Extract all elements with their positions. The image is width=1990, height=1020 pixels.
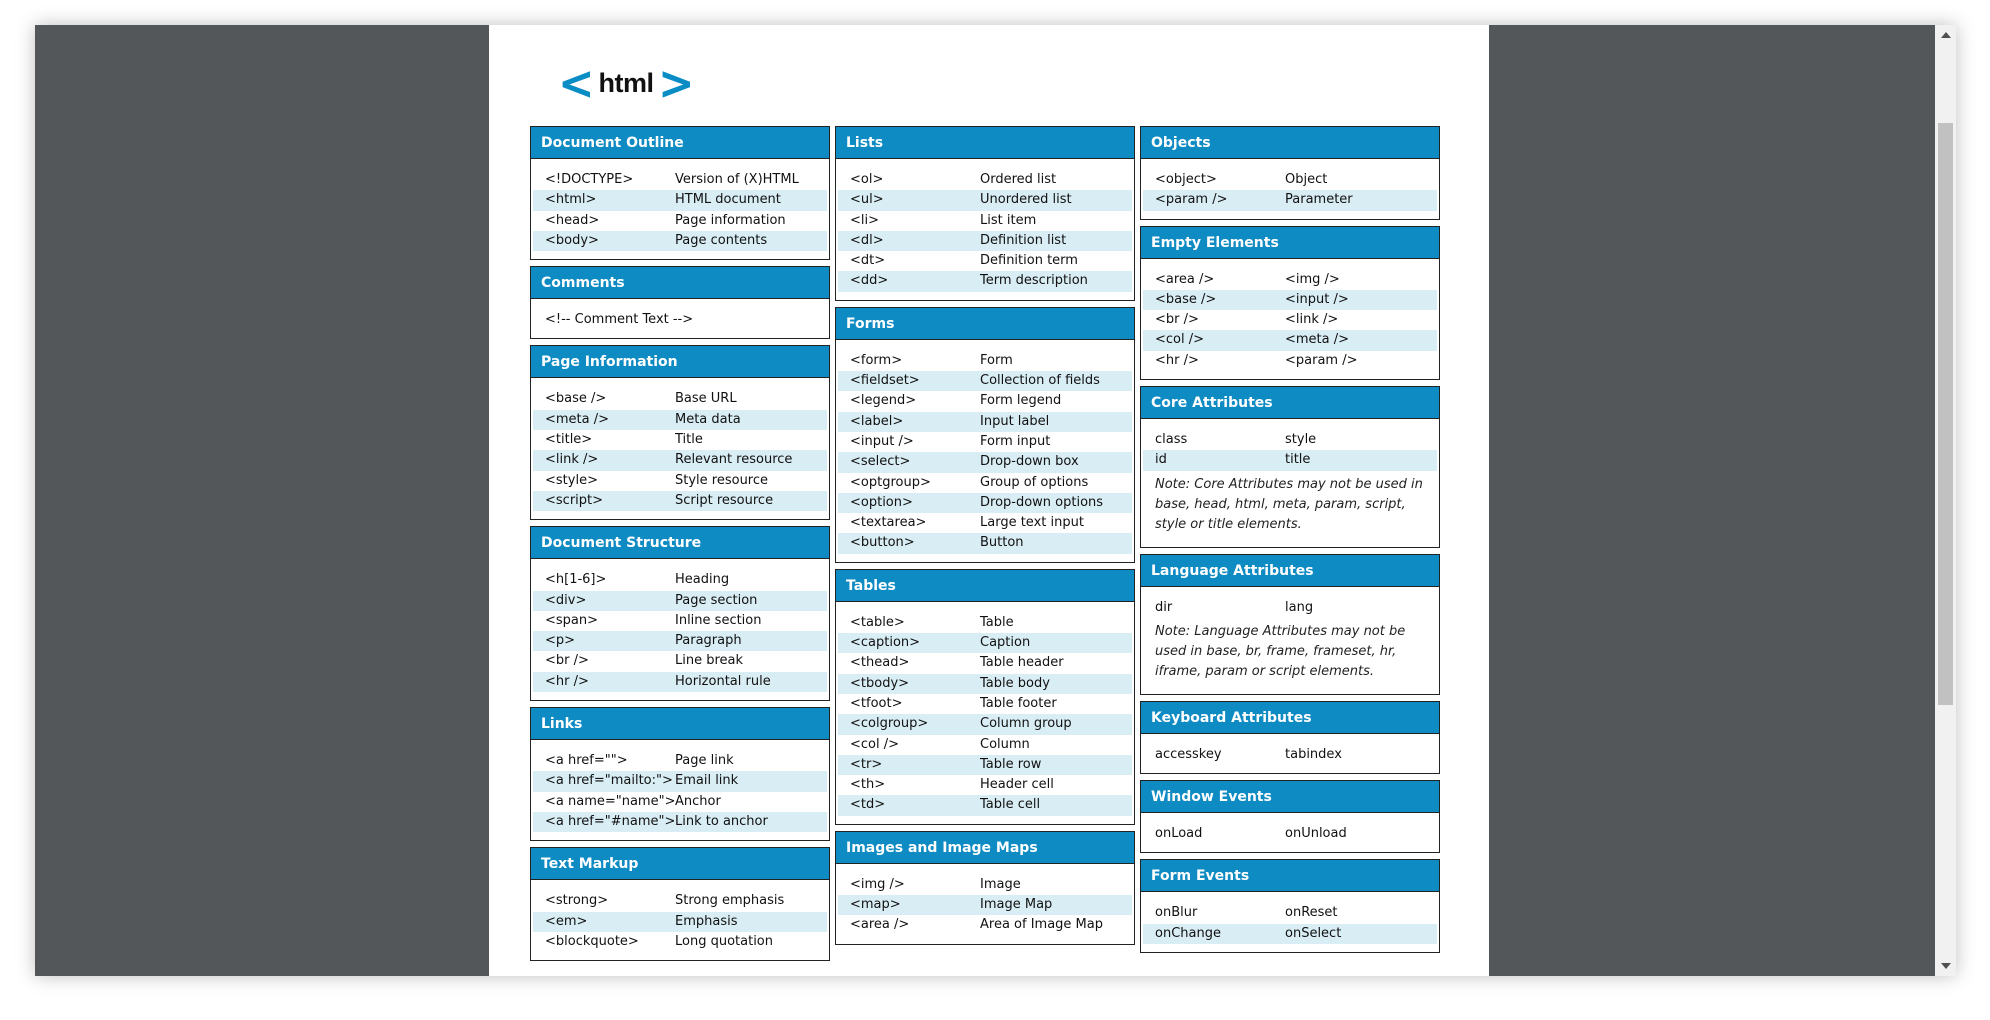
row-key: <select> <box>850 454 911 470</box>
section-title-links: Links <box>531 708 829 740</box>
row-key: <blockquote> <box>545 933 639 949</box>
table-row <box>533 792 827 812</box>
row-value: Horizontal rule <box>675 673 771 689</box>
row-value: List item <box>980 212 1037 228</box>
section-text-markup <box>530 847 830 961</box>
row-key: <tbody> <box>850 675 910 691</box>
row-key: <br /> <box>545 653 589 669</box>
table-row <box>533 932 827 952</box>
row-key: <link /> <box>545 452 599 468</box>
section-body-document-structure <box>531 559 829 700</box>
section-rows <box>1143 598 1437 618</box>
row-key: <li> <box>850 212 880 228</box>
row-value: Anchor <box>675 793 721 809</box>
section-title-language-attributes: Language Attributes <box>1141 555 1439 587</box>
row-value: Unordered list <box>980 192 1072 208</box>
row-value: Page information <box>675 212 786 228</box>
row-value: Definition term <box>980 253 1078 269</box>
table-row <box>838 391 1132 411</box>
row-value: style <box>1285 432 1317 448</box>
table-row <box>838 795 1132 815</box>
section-title-images-and-image-maps: Images and Image Maps <box>836 832 1134 864</box>
row-value: Drop-down options <box>980 494 1104 510</box>
row-value: Area of Image Map <box>980 917 1103 933</box>
table-row <box>838 351 1132 371</box>
scrollbar-thumb[interactable] <box>1938 123 1953 705</box>
section-body-lists <box>836 159 1134 300</box>
table-row <box>533 672 827 692</box>
row-key: <label> <box>850 413 904 429</box>
table-row <box>533 771 827 791</box>
section-body-comments <box>531 299 829 338</box>
table-row <box>533 430 827 450</box>
row-value: HTML document <box>675 192 781 208</box>
table-row <box>838 211 1132 231</box>
table-row <box>838 271 1132 291</box>
table-row <box>533 891 827 911</box>
cheat-sheet-page <box>489 25 1489 976</box>
table-row <box>838 231 1132 251</box>
row-key: <title> <box>545 432 593 448</box>
row-value <box>675 310 827 330</box>
row-key: <colgroup> <box>850 716 929 732</box>
row-key: <ol> <box>850 172 884 187</box>
section-title-window-events: Window Events <box>1141 781 1439 813</box>
section-empty-elements <box>1140 226 1440 380</box>
row-key: onLoad <box>1155 826 1203 842</box>
table-row <box>1143 290 1437 310</box>
table-row <box>533 190 827 210</box>
row-key: <em> <box>545 913 588 929</box>
row-key: <base /> <box>545 391 607 407</box>
table-row <box>838 533 1132 553</box>
row-key: <col /> <box>850 736 900 752</box>
section-rows <box>533 170 827 251</box>
section-body-keyboard-attributes <box>1141 734 1439 773</box>
table-row <box>838 412 1132 432</box>
row-value: Definition list <box>980 232 1067 248</box>
row-value: Column group <box>980 716 1072 732</box>
table-row <box>838 875 1132 895</box>
row-key: <body> <box>545 232 599 248</box>
row-value: Script resource <box>675 492 774 508</box>
table-row <box>1143 824 1437 844</box>
row-key: <object> <box>1155 172 1217 187</box>
row-value: Object <box>1285 172 1328 187</box>
row-key: <h[1-6]> <box>545 572 607 588</box>
table-row <box>533 812 827 832</box>
table-row <box>533 410 827 430</box>
table-row <box>1143 190 1437 210</box>
section-document-outline <box>530 126 830 260</box>
table-row <box>1143 430 1437 450</box>
table-row <box>838 432 1132 452</box>
row-key: <meta /> <box>545 411 610 427</box>
section-title-objects: Objects <box>1141 127 1439 159</box>
table-row <box>533 751 827 771</box>
section-forms <box>835 307 1135 563</box>
row-key: <a href="mailto:"> <box>545 773 673 789</box>
section-title-document-structure: Document Structure <box>531 527 829 559</box>
row-value: Strong emphasis <box>675 893 785 909</box>
table-row <box>838 452 1132 472</box>
section-page-information <box>530 345 830 520</box>
row-key: <thead> <box>850 655 910 671</box>
row-key: <hr /> <box>1155 352 1199 368</box>
section-rows <box>1143 824 1437 844</box>
row-value: Relevant resource <box>675 452 793 468</box>
row-key: <area /> <box>1155 271 1215 287</box>
section-title-document-outline: Document Outline <box>531 127 829 159</box>
row-key: <table> <box>850 614 905 630</box>
table-row <box>533 450 827 470</box>
section-window-events <box>1140 780 1440 853</box>
row-key: <option> <box>850 494 913 510</box>
row-key: <!DOCTYPE> <box>545 172 634 187</box>
section-body-core-attributes <box>1141 419 1439 546</box>
row-key: <tr> <box>850 756 883 772</box>
row-key: <caption> <box>850 635 921 651</box>
row-key: <span> <box>545 612 599 628</box>
row-value: Table row <box>980 756 1042 772</box>
document-viewer <box>35 25 1956 976</box>
section-title-comments: Comments <box>531 267 829 299</box>
section-rows <box>838 351 1132 554</box>
row-value: Version of (X)HTML <box>675 172 799 187</box>
row-value: Caption <box>980 635 1031 651</box>
table-row <box>838 653 1132 673</box>
row-key: <optgroup> <box>850 474 931 490</box>
table-row <box>838 694 1132 714</box>
row-value: Page link <box>675 753 734 769</box>
section-rows <box>533 891 827 952</box>
row-value: Form input <box>980 433 1051 449</box>
row-key: <param /> <box>1155 192 1228 208</box>
row-value: Inline section <box>675 612 762 628</box>
table-row <box>533 591 827 611</box>
table-row <box>838 190 1132 210</box>
section-form-events <box>1140 859 1440 953</box>
row-key: <img /> <box>850 876 905 892</box>
row-value: Style resource <box>675 472 769 488</box>
row-key: <a href=""> <box>545 753 628 769</box>
section-title-lists: Lists <box>836 127 1134 159</box>
row-key: <div> <box>545 592 587 608</box>
row-value: Collection of fields <box>980 373 1100 389</box>
row-value: Image Map <box>980 897 1053 913</box>
table-row <box>1143 310 1437 330</box>
section-body-page-information <box>531 378 829 519</box>
row-value: Page section <box>675 592 758 608</box>
section-body-window-events <box>1141 813 1439 852</box>
row-key: <!-- Comment Text --> <box>545 312 694 328</box>
section-title-form-events: Form Events <box>1141 860 1439 892</box>
row-key: <head> <box>545 212 600 228</box>
row-value: Button <box>980 535 1024 551</box>
table-row <box>533 211 827 231</box>
table-row <box>838 755 1132 775</box>
row-value: Group of options <box>980 474 1089 490</box>
section-note: Note: Core Attributes may not be used in base, head, html, meta, param, script, style or title elements. <box>1155 476 1423 533</box>
row-value: Table body <box>980 675 1050 691</box>
section-links <box>530 707 830 841</box>
section-title-page-information: Page Information <box>531 346 829 378</box>
row-value: <meta /> <box>1285 332 1350 348</box>
table-row <box>838 613 1132 633</box>
row-key: <a href="#name"> <box>545 813 676 829</box>
section-objects <box>1140 126 1440 220</box>
row-value: Large text input <box>980 515 1084 531</box>
section-body-language-attributes <box>1141 587 1439 694</box>
table-row <box>838 714 1132 734</box>
table-row <box>1143 330 1437 350</box>
row-value: tabindex <box>1285 746 1342 762</box>
row-key: onChange <box>1155 925 1221 941</box>
row-key: <p> <box>545 633 576 649</box>
section-note: Note: Language Attributes may not be used in base, br, frame, frameset, hr, iframe, param or script elements. <box>1155 623 1406 680</box>
section-lists <box>835 126 1135 301</box>
row-key: <dt> <box>850 253 886 269</box>
table-row <box>838 674 1132 694</box>
row-value: Page contents <box>675 232 768 248</box>
row-key: <script> <box>545 492 604 508</box>
html-logo <box>557 56 695 110</box>
row-key: <style> <box>545 472 598 488</box>
row-value: Form legend <box>980 393 1062 409</box>
row-key: <html> <box>545 192 597 208</box>
row-value: Table cell <box>980 797 1041 813</box>
row-key: <dl> <box>850 232 884 248</box>
section-body-links <box>531 740 829 840</box>
table-row <box>1143 598 1437 618</box>
table-row <box>838 513 1132 533</box>
table-row <box>533 912 827 932</box>
section-keyboard-attributes <box>1140 701 1440 774</box>
scroll-up-arrow-icon[interactable] <box>1941 32 1951 38</box>
row-key: accesskey <box>1155 746 1222 762</box>
section-rows <box>1143 170 1437 211</box>
row-key: <ul> <box>850 192 884 208</box>
row-value: Input label <box>980 413 1050 429</box>
section-body-images-and-image-maps <box>836 864 1134 944</box>
row-value: <input /> <box>1285 291 1349 307</box>
row-value: Table footer <box>980 695 1057 711</box>
table-row <box>533 611 827 631</box>
table-row <box>838 170 1132 190</box>
section-images-and-image-maps <box>835 831 1135 945</box>
row-key: <dd> <box>850 273 889 289</box>
section-rows <box>838 170 1132 292</box>
row-key: <strong> <box>545 893 609 909</box>
section-rows <box>1143 903 1437 944</box>
row-key: dir <box>1155 599 1173 615</box>
section-rows <box>1143 745 1437 765</box>
section-body-form-events <box>1141 892 1439 952</box>
table-row <box>838 915 1132 935</box>
row-key: <input /> <box>850 433 914 449</box>
section-rows <box>533 570 827 692</box>
table-row <box>533 310 827 330</box>
section-body-empty-elements <box>1141 259 1439 379</box>
row-value: Long quotation <box>675 933 774 949</box>
row-value: Column <box>980 736 1030 752</box>
row-key: <a name="name"> <box>545 793 676 809</box>
table-row <box>533 631 827 651</box>
row-value: onReset <box>1285 905 1338 921</box>
section-body-objects <box>1141 159 1439 219</box>
section-rows <box>533 751 827 832</box>
section-body-document-outline <box>531 159 829 259</box>
row-value: Emphasis <box>675 913 738 929</box>
row-value: Email link <box>675 773 739 789</box>
row-value: Paragraph <box>675 633 742 649</box>
row-value: Title <box>675 432 703 448</box>
table-row <box>1143 745 1437 765</box>
row-key: <area /> <box>850 917 910 933</box>
table-row <box>838 775 1132 795</box>
row-value: <img /> <box>1285 271 1340 287</box>
table-row <box>1143 351 1437 371</box>
section-rows <box>533 310 827 330</box>
table-row <box>533 491 827 511</box>
section-language-attributes <box>1140 554 1440 695</box>
row-key: <tfoot> <box>850 695 903 711</box>
row-value: title <box>1285 452 1311 468</box>
section-rows <box>1143 430 1437 471</box>
row-key: <br /> <box>1155 312 1199 328</box>
section-rows <box>1143 270 1437 371</box>
vertical-scrollbar[interactable] <box>1935 25 1956 976</box>
row-key: <button> <box>850 535 915 551</box>
table-row <box>1143 170 1437 190</box>
section-rows <box>838 613 1132 816</box>
row-value: Line break <box>675 653 744 669</box>
row-key: id <box>1155 452 1167 468</box>
row-value: Ordered list <box>980 172 1057 187</box>
section-comments <box>530 266 830 339</box>
row-key: <th> <box>850 777 886 793</box>
row-value: <link /> <box>1285 312 1339 328</box>
row-key: <td> <box>850 797 886 813</box>
row-value: Base URL <box>675 391 737 407</box>
row-value: Term description <box>980 273 1088 289</box>
table-row <box>838 895 1132 915</box>
section-title-text-markup: Text Markup <box>531 848 829 880</box>
logo-word: html <box>598 67 654 98</box>
column-middle <box>835 126 1135 951</box>
row-key: onBlur <box>1155 905 1198 921</box>
section-title-keyboard-attributes: Keyboard Attributes <box>1141 702 1439 734</box>
section-rows <box>838 875 1132 936</box>
row-value: Table header <box>980 655 1064 671</box>
table-row <box>1143 270 1437 290</box>
row-value: onUnload <box>1285 826 1347 842</box>
section-body-text-markup <box>531 880 829 960</box>
row-value: Table <box>980 614 1014 630</box>
table-row <box>1143 903 1437 923</box>
row-key: <form> <box>850 352 903 368</box>
table-row <box>533 471 827 491</box>
section-title-forms: Forms <box>836 308 1134 340</box>
row-key: <fieldset> <box>850 373 920 389</box>
section-title-tables: Tables <box>836 570 1134 602</box>
table-row <box>838 473 1132 493</box>
row-key: class <box>1155 432 1188 448</box>
row-value: Header cell <box>980 777 1054 793</box>
row-value: lang <box>1285 599 1314 615</box>
row-key: <textarea> <box>850 515 927 531</box>
table-row <box>838 633 1132 653</box>
section-body-tables <box>836 602 1134 824</box>
row-key: <col /> <box>1155 332 1205 348</box>
section-rows <box>533 389 827 511</box>
section-body-forms <box>836 340 1134 562</box>
row-value: <param /> <box>1285 352 1358 368</box>
row-value: Heading <box>675 572 730 588</box>
table-row <box>838 493 1132 513</box>
row-value: Parameter <box>1285 192 1353 208</box>
row-value: Image <box>980 876 1021 892</box>
row-key: <legend> <box>850 393 917 409</box>
row-key: <map> <box>850 897 901 913</box>
section-title-core-attributes: Core Attributes <box>1141 387 1439 419</box>
table-row <box>533 651 827 671</box>
table-row <box>1143 924 1437 944</box>
logo-close-bracket: > <box>657 56 695 110</box>
logo-open-bracket: < <box>557 56 595 110</box>
row-value: Drop-down box <box>980 454 1079 470</box>
row-value: onSelect <box>1285 925 1342 941</box>
section-tables <box>835 569 1135 825</box>
table-row <box>533 570 827 590</box>
row-key: <base /> <box>1155 291 1217 307</box>
table-row <box>838 735 1132 755</box>
table-row <box>1143 450 1437 470</box>
row-value: Form <box>980 352 1013 368</box>
row-value: Link to anchor <box>675 813 768 829</box>
column-right <box>1140 126 1440 959</box>
section-title-empty-elements: Empty Elements <box>1141 227 1439 259</box>
table-row <box>533 231 827 251</box>
section-document-structure <box>530 526 830 701</box>
table-row <box>533 170 827 190</box>
section-core-attributes <box>1140 386 1440 547</box>
row-key: <hr /> <box>545 673 589 689</box>
column-left <box>530 126 830 967</box>
table-row <box>838 371 1132 391</box>
table-row <box>838 251 1132 271</box>
row-value: Meta data <box>675 411 741 427</box>
table-row <box>533 389 827 409</box>
scroll-down-arrow-icon[interactable] <box>1941 963 1951 969</box>
